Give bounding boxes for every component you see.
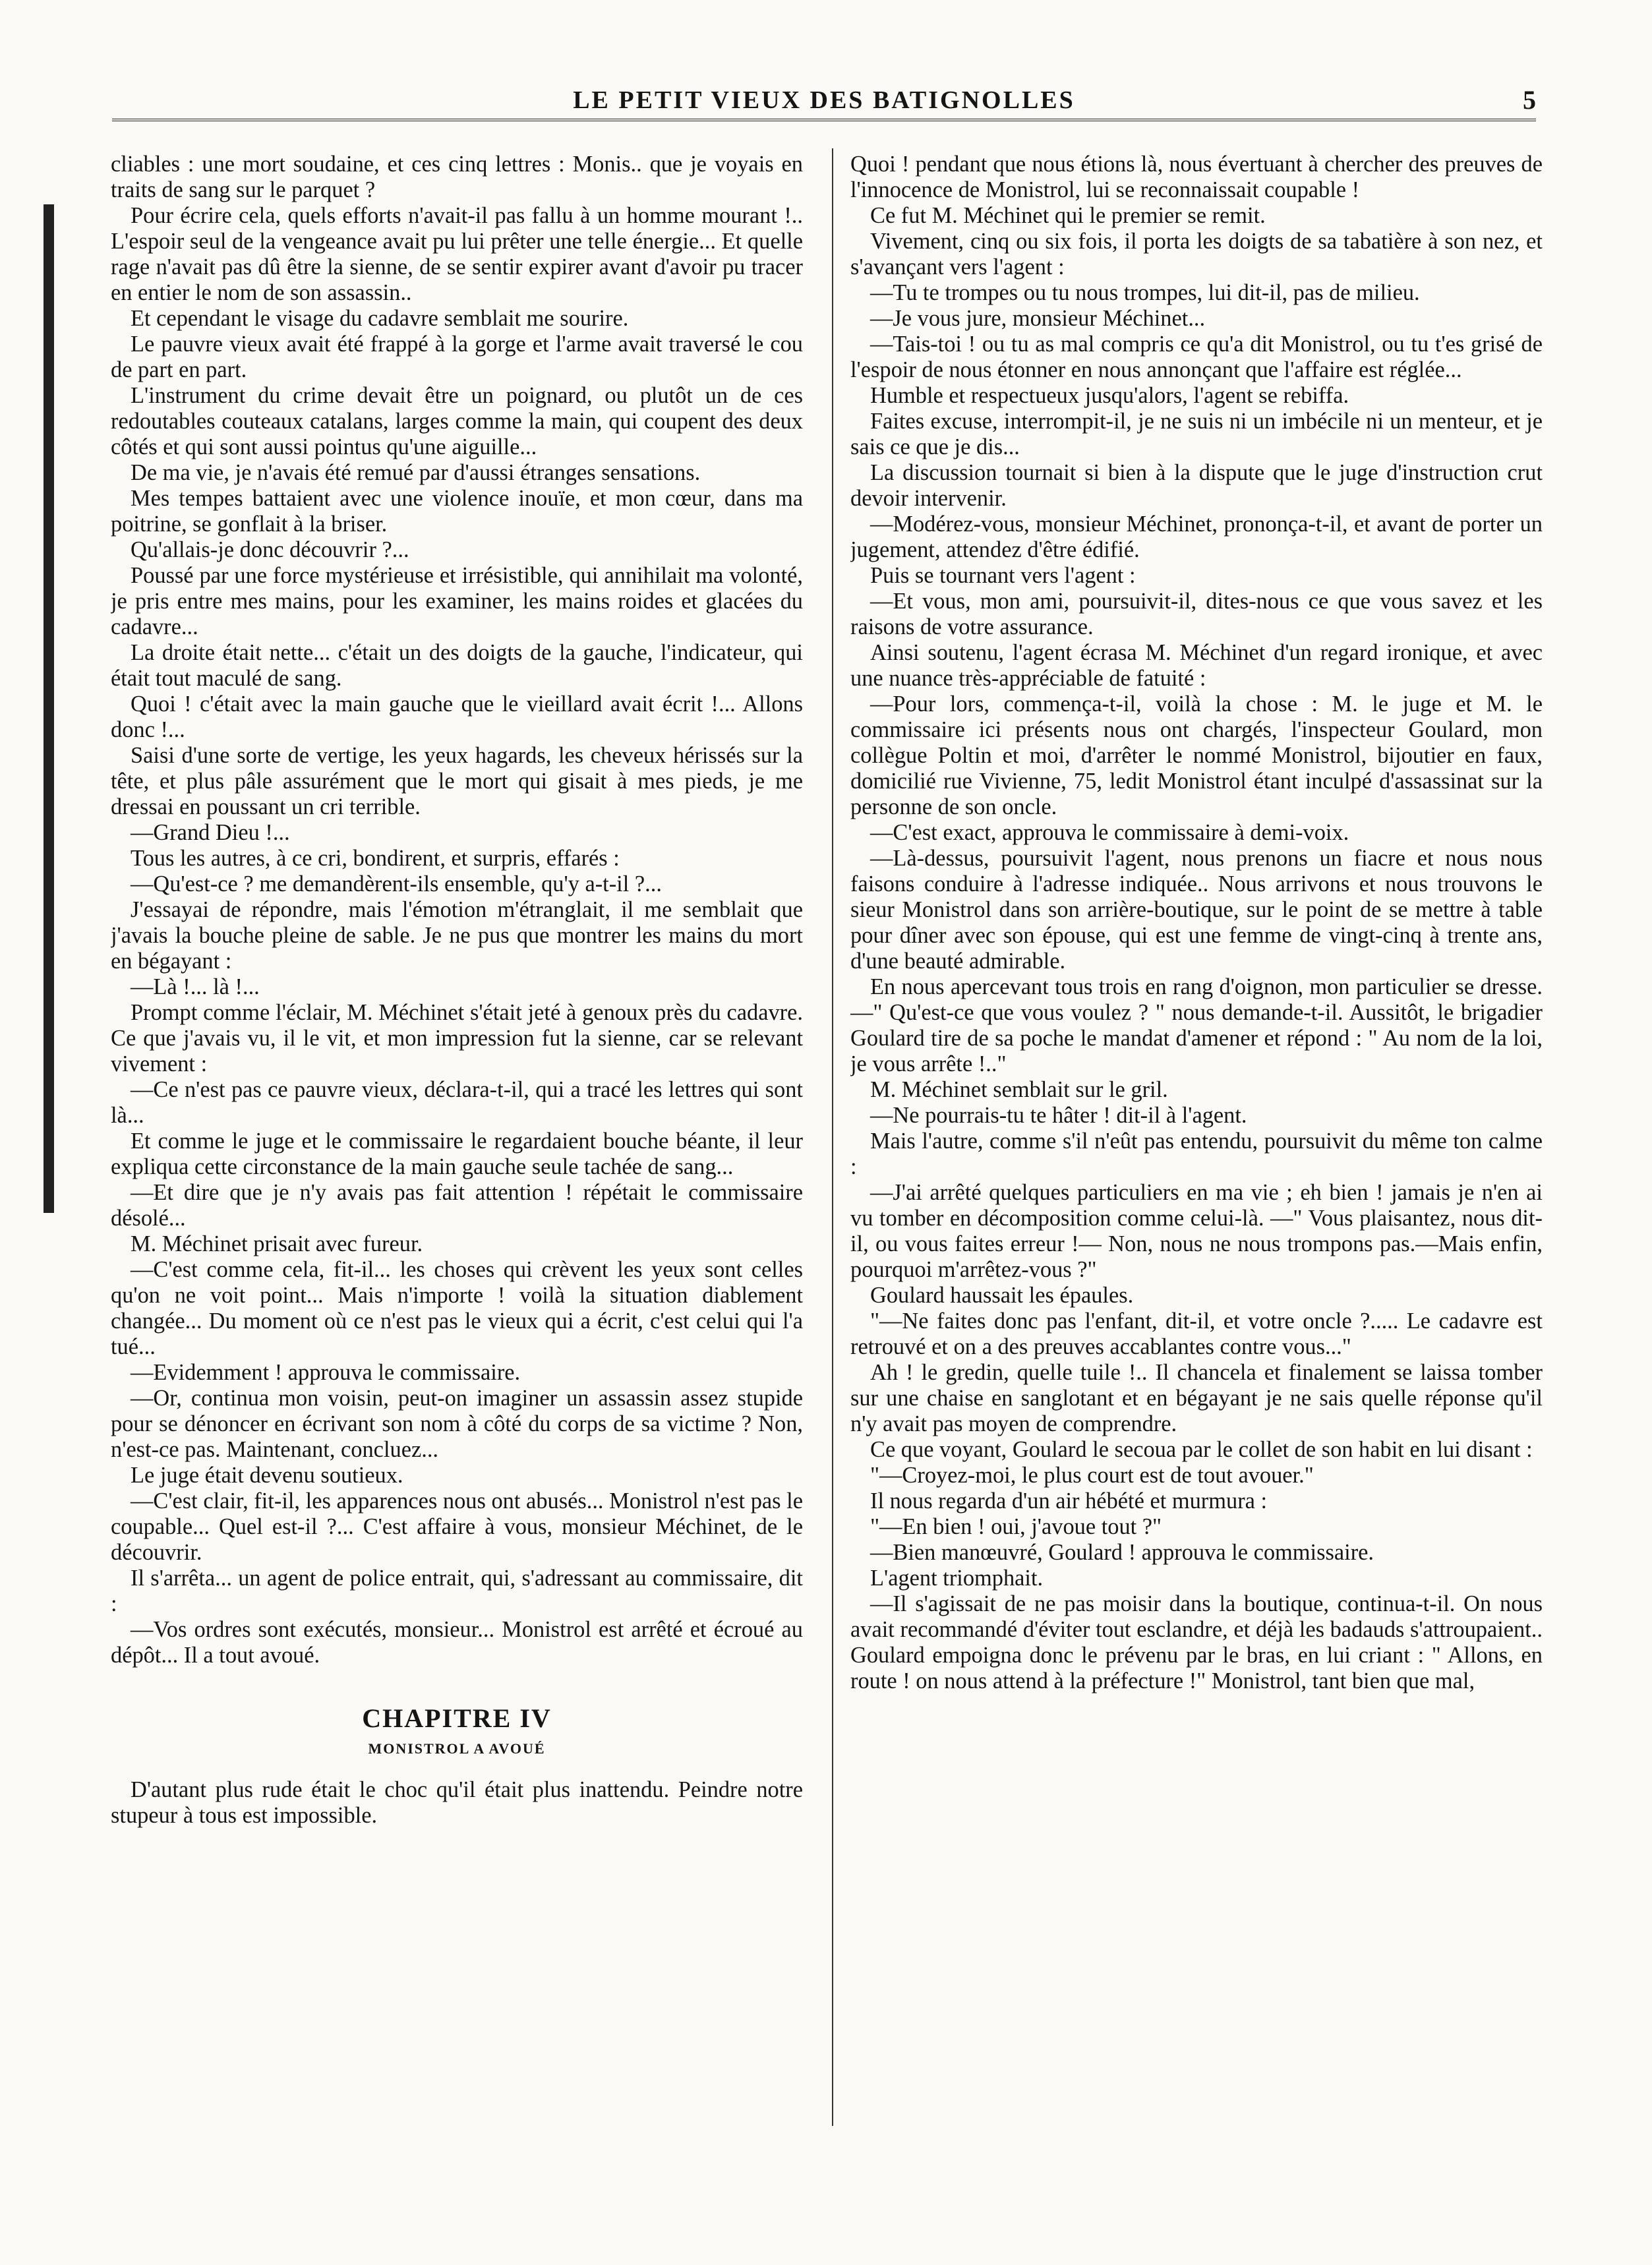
- paragraph: Quoi ! pendant que nous étions là, nous évertuant à chercher des preuves de l'innocence de Monistrol, lui se reconnaissait coupable !: [850, 152, 1543, 202]
- header-rule: [112, 119, 1536, 121]
- paragraph: —C'est clair, fit-il, les apparences nous ont abusés... Monistrol n'est pas le coupable... Quel est-il ?... C'est affaire à vous, monsieur Méchinet, de le découvrir.: [111, 1488, 803, 1565]
- paragraph: —Grand Dieu !...: [131, 820, 290, 845]
- paragraph: D'autant plus rude était le choc qu'il était plus inattendu. Peindre notre stupeur à tous est impossible.: [111, 1777, 803, 1828]
- paragraph: —C'est comme cela, fit-il... les choses qui crèvent les yeux sont celles qu'on ne voit point... Mais n'importe ! voilà la situation diablement changée... Du moment où ce n'est pas le vieux qui a écrit, c'est celui qui l'a tué...: [111, 1257, 803, 1359]
- paragraph: Poussé par une force mystérieuse et irrésistible, qui annihilait ma volonté, je pris entre mes mains, pour les examiner, les mains roides et glacées du cadavre...: [111, 563, 803, 639]
- paragraph: Ce fut M. Méchinet qui le premier se remit.: [870, 203, 1266, 228]
- paragraph: Il s'arrêta... un agent de police entrait, qui, s'adressant au commissaire, dit :: [111, 1566, 803, 1616]
- paragraph: —Ne pourrais-tu te hâter ! dit-il à l'agent.: [870, 1103, 1247, 1128]
- paragraph: —Modérez-vous, monsieur Méchinet, prononça-t-il, et avant de porter un jugement, attendez d'être édifié.: [850, 512, 1543, 562]
- chapter-subtitle: MONISTROL A AVOUÉ: [368, 1740, 546, 1757]
- paragraph: Et comme le juge et le commissaire le regardaient bouche béante, il leur expliqua cette circonstance de la main gauche seule tachée de sang...: [111, 1129, 803, 1179]
- paragraph: —Tu te trompes ou tu nous trompes, lui dit-il, pas de milieu.: [870, 280, 1420, 305]
- paragraph: Qu'allais-je donc découvrir ?...: [131, 537, 409, 562]
- left-column-paragraphs: [111, 152, 803, 1668]
- paragraph: Puis se tournant vers l'agent :: [870, 563, 1136, 588]
- paragraph: —Et dire que je n'y avais pas fait attention ! répétait le commissaire désolé...: [111, 1180, 803, 1231]
- paragraph: Pour écrire cela, quels efforts n'avait-il pas fallu à un homme mourant !.. L'espoir seul de la vengeance avait pu lui prêter une telle énergie... Et quelle rage n'avait pas dû être la sienne, de se sentir expirer avant d'avoir pu tracer en entier le nom de son assassin..: [111, 203, 803, 305]
- paragraph: Quoi ! c'était avec la main gauche que le vieillard avait écrit !... Allons donc !...: [111, 691, 803, 742]
- page-number: 5: [1523, 85, 1536, 115]
- paragraph: —Or, continua mon voisin, peut-on imaginer un assassin assez stupide pour se dénoncer en écrivant son nom à côté du corps de sa victime ? Non, n'est-ce pas. Maintenant, concluez...: [111, 1386, 803, 1462]
- paragraph: Et cependant le visage du cadavre semblait me sourire.: [131, 306, 629, 331]
- paragraph: La discussion tournait si bien à la dispute que le juge d'instruction crut devoir intervenir.: [850, 460, 1543, 511]
- paragraph: Tous les autres, à ce cri, bondirent, et surpris, effarés :: [131, 846, 620, 871]
- paragraph: Mes tempes battaient avec une violence inouïe, et mon cœur, dans ma poitrine, se gonflait à la briser.: [111, 486, 803, 537]
- paragraph: "—Ne faites donc pas l'enfant, dit-il, et votre oncle ?..... Le cadavre est retrouvé et on a des preuves accablantes contre vous...": [850, 1309, 1543, 1359]
- paragraph: En nous apercevant tous trois en rang d'oignon, mon particulier se dresse.—" Qu'est-ce que vous voulez ? " nous demande-t-il. Aussitôt, le brigadier Goulard tire de sa poche le mandat d'amener et répond : " Au nom de la loi, je vous arrête !..": [850, 974, 1543, 1076]
- paragraph: —J'ai arrêté quelques particuliers en ma vie ; eh bien ! jamais je n'en ai vu tomber en décomposition comme celui-là. —" Vous plaisantez, nous dit-il, ou vous faites erreur !— Non, nous ne nous trompons pas.—Mais enfin, pourquoi m'arrêtez-vous ?": [850, 1180, 1543, 1282]
- paragraph: Ainsi soutenu, l'agent écrasa M. Méchinet d'un regard ironique, et avec une nuance très-appréciable de fatuité :: [850, 640, 1543, 691]
- paragraph: Le pauvre vieux avait été frappé à la gorge et l'arme avait traversé le cou de part en part.: [111, 332, 803, 382]
- paragraph: —Je vous jure, monsieur Méchinet...: [870, 306, 1206, 331]
- paragraph: —Tais-toi ! ou tu as mal compris ce qu'a dit Monistrol, ou tu t'es grisé de l'espoir de nous étonner en nous annonçant que l'affaire est réglée...: [850, 332, 1543, 382]
- paragraph: M. Méchinet prisait avec fureur.: [131, 1231, 423, 1256]
- paragraph: cliables : une mort soudaine, et ces cinq lettres : Monis.. que je voyais en traits de sang sur le parquet ?: [111, 152, 803, 202]
- paragraph: Mais l'autre, comme s'il n'eût pas entendu, poursuivit du même ton calme :: [850, 1129, 1543, 1179]
- paragraph: Prompt comme l'éclair, M. Méchinet s'était jeté à genoux près du cadavre. Ce que j'avais vu, il le vit, et mon impression fut la sienne, car se relevant vivement :: [111, 1000, 803, 1076]
- paragraph: "—Croyez-moi, le plus court est de tout avouer.": [870, 1463, 1314, 1488]
- paragraph: M. Méchinet semblait sur le gril.: [870, 1077, 1168, 1102]
- paragraph: Saisi d'une sorte de vertige, les yeux hagards, les cheveux hérissés sur la tête, et plus pâle assurément que le mort qui gisait à mes pieds, je me dressai en poussant un cri terrible.: [111, 743, 803, 819]
- paragraph: "—En bien ! oui, j'avoue tout ?": [870, 1514, 1162, 1539]
- paragraph: Ce que voyant, Goulard le secoua par le collet de son habit en lui disant :: [870, 1437, 1533, 1462]
- paragraph: —Il s'agissait de ne pas moisir dans la boutique, continua-t-il. On nous avait recommandé d'éviter tout esclandre, et déjà les badauds s'attroupaient.. Goulard empoigna donc le prévenu par le bras, en lui criant : " Allons, en route ! on nous attend à la préfecture !" Monistrol, tant bien que mal,: [850, 1591, 1543, 1693]
- paragraph: L'instrument du crime devait être un poignard, ou plutôt un de ces redoutables couteaux catalans, larges comme la main, qui coupent des deux côtés et qui sont aussi pointus qu'une aiguille...: [111, 383, 803, 459]
- paragraph: Faites excuse, interrompit-il, je ne suis ni un imbécile ni un menteur, et je sais ce que je dis...: [850, 409, 1543, 459]
- right-column: [850, 152, 1543, 2202]
- paragraph: —Ce n'est pas ce pauvre vieux, déclara-t-il, qui a tracé les lettres qui sont là...: [111, 1077, 803, 1128]
- paragraph: L'agent triomphait.: [870, 1566, 1044, 1591]
- paragraph: —C'est exact, approuva le commissaire à demi-voix.: [870, 820, 1349, 845]
- paragraph: Le juge était devenu soutieux.: [131, 1463, 403, 1488]
- chapter-title: CHAPITRE IV: [362, 1703, 552, 1733]
- chapter-paragraphs: [111, 1777, 803, 1829]
- paragraph: De ma vie, je n'avais été remué par d'aussi étranges sensations.: [131, 460, 701, 485]
- page-header: [112, 73, 1536, 125]
- paragraph: —Bien manœuvré, Goulard ! approuva le commissaire.: [870, 1540, 1374, 1565]
- paragraph: Humble et respectueux jusqu'alors, l'agent se rebiffa.: [870, 383, 1349, 408]
- paragraph: —Qu'est-ce ? me demandèrent-ils ensemble, qu'y a-t-il ?...: [131, 871, 662, 897]
- paragraph: —Là-dessus, poursuivit l'agent, nous prenons un fiacre et nous nous faisons conduire à l'adresse indiquée.. Nous arrivons et nous trouvons le sieur Monistrol dans son arrière-boutique, sur le point de se mettre à table pour dîner avec son épouse, qui est une femme de vingt-cinq à trente ans, d'une beauté admirable.: [850, 846, 1543, 974]
- paragraph: —Evidemment ! approuva le commissaire.: [131, 1360, 521, 1385]
- paragraph: Goulard haussait les épaules.: [870, 1283, 1134, 1308]
- column-divider: [832, 148, 833, 2126]
- paragraph: La droite était nette... c'était un des doigts de la gauche, l'indicateur, qui était tout maculé de sang.: [111, 640, 803, 691]
- paragraph: Ah ! le gredin, quelle tuile !.. Il chancela et finalement se laissa tomber sur une chaise en sanglotant et en bégayant je ne sais quelle réponse qu'il n'y avait pas moyen de comprendre.: [850, 1360, 1543, 1436]
- paragraph: Il nous regarda d'un air hébété et murmura :: [870, 1488, 1268, 1514]
- running-title: LE PETIT VIEUX DES BATIGNOLLES: [573, 86, 1075, 114]
- paragraph: Vivement, cinq ou six fois, il porta les doigts de sa tabatière à son nez, et s'avançant vers l'agent :: [850, 229, 1543, 279]
- right-column-paragraphs: [850, 152, 1543, 1694]
- left-column: [111, 152, 803, 2202]
- paragraph: J'essayai de répondre, mais l'émotion m'étranglait, il me semblait que j'avais la bouche pleine de sable. Je ne pus que montrer les mains du mort en bégayant :: [111, 897, 803, 974]
- paragraph: —Là !... là !...: [131, 974, 260, 999]
- paragraph: —Pour lors, commença-t-il, voilà la chose : M. le juge et M. le commissaire ici présents nous ont chargés, l'inspecteur Goulard, mon collègue Poltin et moi, d'arrêter le nommé Monistrol, bijoutier en faux, domicilié rue Vivienne, 75, ledit Monistrol étant inculpé d'assassinat sur la personne de son oncle.: [850, 691, 1543, 819]
- paragraph: —Vos ordres sont exécutés, monsieur... Monistrol est arrêté et écroué au dépôt... Il a tout avoué.: [111, 1617, 803, 1668]
- paragraph: —Et vous, mon ami, poursuivit-il, dites-nous ce que vous savez et les raisons de votre assurance.: [850, 589, 1543, 639]
- margin-bar: [44, 204, 54, 1213]
